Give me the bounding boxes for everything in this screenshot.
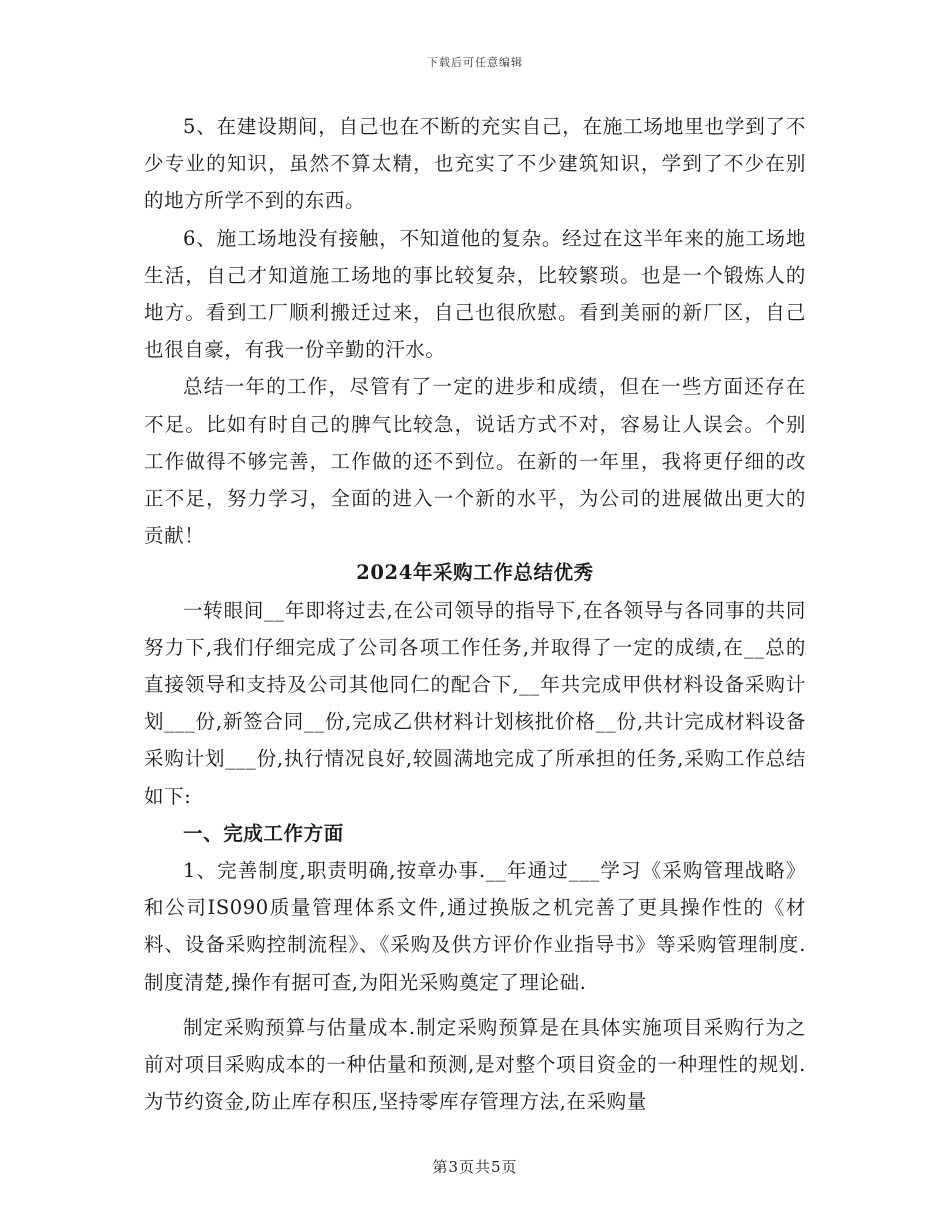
- document-title: 2024年采购工作总结优秀: [356, 561, 594, 585]
- paragraph-item-6: 6、施工场地没有接触，不知道他的复杂。经过在这半年来的施工场地生活，自己才知道施工场地的事比较复杂，比较繁琐。也是一个锻炼人的地方。看到工厂顺利搬迁过来，自己也很欣慰。看到美丽的新厂区，自己也很自豪，有我一份辛勤的汗水。: [144, 226, 806, 362]
- document-body: [144, 108, 806, 1120]
- paragraph-summary: 总结一年的工作，尽管有了一定的进步和成绩，但在一些方面还存在不足。比如有时自己的脾气比较急，说话方式不对，容易让人误会。个别工作做得不够完善，工作做的还不到位。在新的一年里，我将更仔细的改正不足，努力学习，全面的进入一个新的水平，为公司的进展做出更大的贡献！: [144, 375, 806, 548]
- paragraph-item-5: 5、在建设期间，自己也在不断的充实自己，在施工场地里也学到了不少专业的知识，虽然不算太精，也充实了不少建筑知识，学到了不少在别的地方所学不到的东西。: [144, 115, 806, 213]
- section-heading: 一、完成工作方面: [183, 821, 344, 845]
- page-header: 下载后可任意编辑: [427, 56, 523, 69]
- paragraph-budget: 制定采购预算与估量成本.制定采购预算是在具体实施项目采购行为之前对项目采购成本的一种估量和预测,是对整个项目资金的一种理性的规划.为节约资金,防止库存积压,坚持零库存管理方法,在采购量: [144, 1015, 806, 1114]
- page-number: 第3页共5页: [432, 1158, 518, 1176]
- paragraph-gap: [144, 1001, 806, 1009]
- paragraph-item-1: 1、完善制度,职责明确,按章办事.__年通过___学习《采购管理战略》和公司IS090质量管理体系文件,通过换版之机完善了更具操作性的《材料、设备采购控制流程》、《采购及供方评价作业指导书》等采购管理制度.制度清楚,操作有据可查,为阳光采购奠定了理论础.: [144, 859, 806, 994]
- paragraph-intro: 一转眼间__年即将过去,在公司领导的指导下,在各领导与各同事的共同努力下,我们仔细完成了公司各项工作任务,并取得了一定的成绩,在__总的直接领导和支持及公司其他同仁的配合下,__年共完成甲供材料设备采购计划___份,新签合同__份,完成乙供材料计划核批价格__份,共计完成材料设备采购计划___份,执行情况良好,较圆满地完成了所承担的任务,采购工作总结如下:: [144, 598, 806, 808]
